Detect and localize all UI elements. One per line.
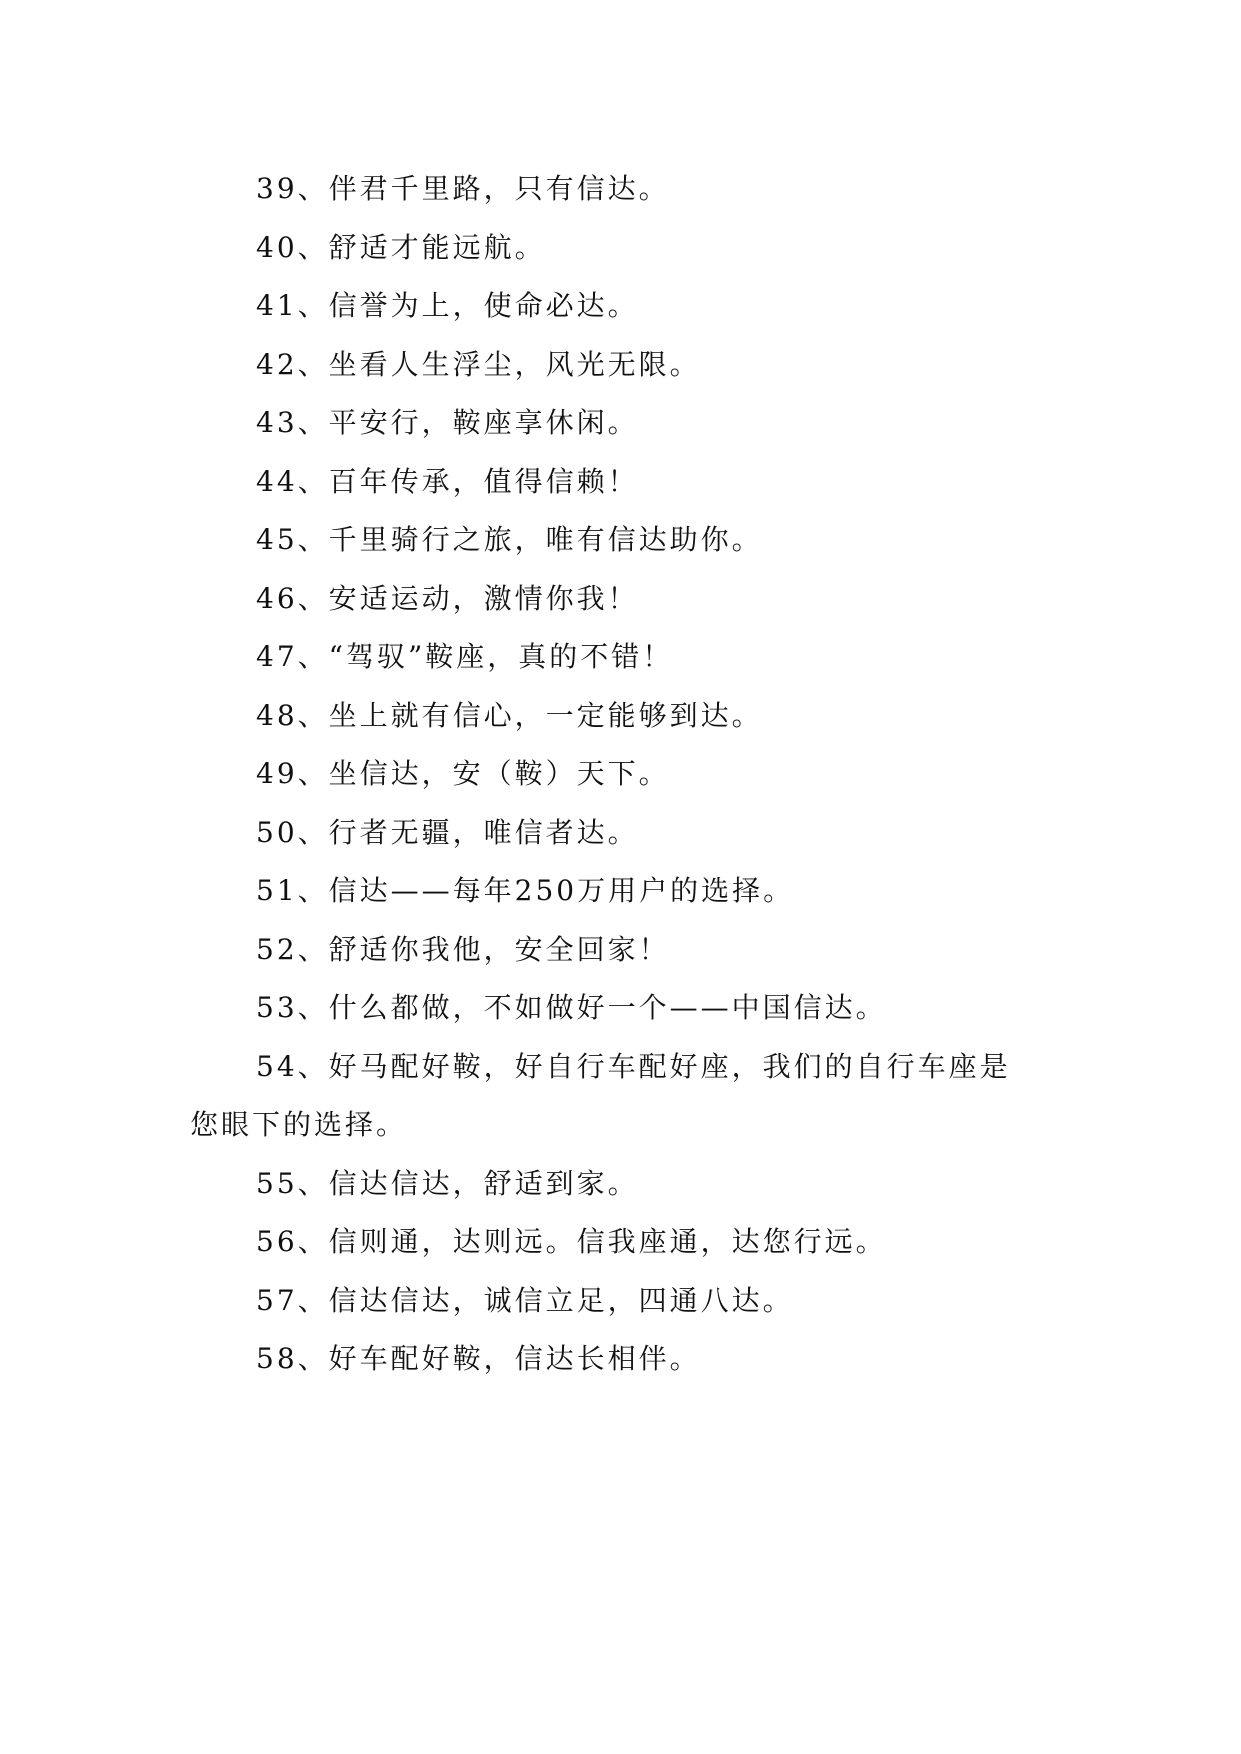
slogan-item-57: 57、信达信达，诚信立足，四通八达。 (256, 1283, 794, 1317)
slogan-item-52: 52、舒适你我他，安全回家！ (256, 932, 670, 966)
slogan-item-45: 45、千里骑行之旅，唯有信达助你。 (256, 523, 763, 556)
slogan-item-54-continued: 您眼下的选择。 (190, 1108, 408, 1141)
slogan-item-50: 50、行者无疆，唯信者达。 (256, 815, 639, 849)
slogan-item-43: 43、平安行，鞍座享休闲。 (256, 406, 639, 439)
slogan-item-44: 44、百年传承，值得信赖！ (256, 464, 639, 498)
slogan-list (190, 160, 1070, 1389)
slogan-item-40: 40、舒适才能远航。 (256, 230, 546, 264)
slogan-item-54: 54、好马配好鞍，好自行车配好座，我们的自行车座是 (256, 1049, 1011, 1083)
slogan-item-58: 58、好车配好鞍，信达长相伴。 (256, 1342, 701, 1375)
slogan-item-47: 47、“驾驭”鞍座，真的不错！ (256, 640, 674, 673)
slogan-item-42: 42、坐看人生浮尘，风光无限。 (256, 347, 701, 381)
slogan-item-56: 56、信则通，达则远。信我座通，达您行远。 (256, 1225, 887, 1258)
slogan-item-48: 48、坐上就有信心，一定能够到达。 (256, 698, 763, 732)
slogan-item-53: 53、什么都做，不如做好一个——中国信达。 (256, 991, 887, 1024)
slogan-item-39: 39、伴君千里路，只有信达。 (256, 172, 670, 205)
slogan-item-49: 49、坐信达，安（鞍）天下。 (256, 757, 670, 790)
slogan-item-55: 55、信达信达，舒适到家。 (256, 1166, 639, 1200)
slogan-item-46: 46、安适运动，激情你我！ (256, 581, 639, 615)
slogan-item-51: 51、信达——每年250万用户的选择。 (256, 874, 795, 907)
slogan-item-41: 41、信誉为上，使命必达。 (256, 289, 639, 322)
